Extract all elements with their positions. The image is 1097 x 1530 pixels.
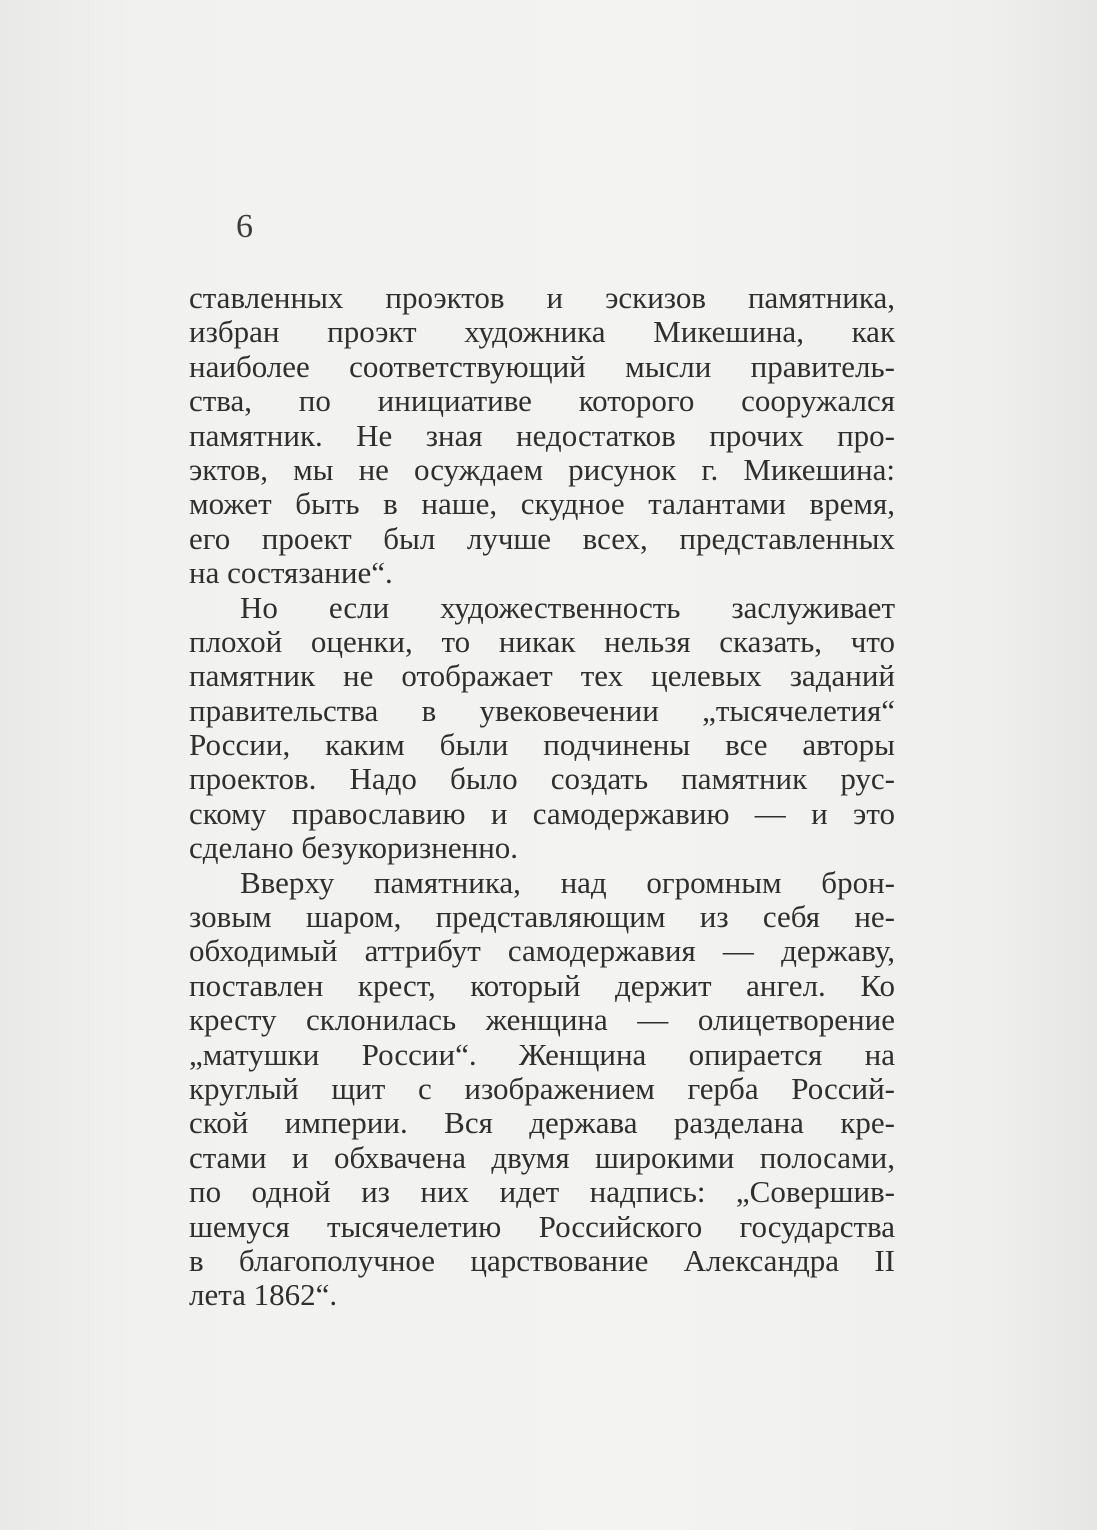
text-line: проектов. Надо было создать памятник рус- (189, 761, 895, 797)
text-line: эктов, мы не осуждаем рисунок г. Микешина: (189, 451, 895, 487)
text-line: поставлен крест, который держит ангел. Ко (189, 967, 895, 1003)
text-line: на состязание“. (189, 555, 393, 591)
text-line: ставленных проэктов и эскизов памятника, (189, 280, 895, 315)
text-line: Вверху памятника, над огромным брон- (240, 864, 895, 900)
text-line: памятник не отображает тех целевых заданий (189, 658, 895, 694)
text-line: круглый щит с изображением герба Россий- (189, 1070, 895, 1106)
paragraph-3 (189, 866, 895, 1313)
text-line: зовым шаром, представляющим из себя не- (189, 899, 895, 935)
text-line: правительства в увековечении „тысячелетия“ (189, 692, 895, 728)
text-line: скому православию и самодержавию — и это (189, 795, 895, 831)
text-line: ства, по инициативе которого сооружался (189, 383, 895, 419)
text-line: обходимый аттрибут самодержавия — державу, (189, 933, 895, 969)
text-line: шемуся тысячелетию Российского государства (189, 1208, 895, 1244)
text-line: плохой оценки, то никак нельзя сказать, что (189, 623, 895, 659)
text-line: стами и обхвачена двумя широкими полосами, (189, 1139, 895, 1175)
text-line: ской империи. Вся держава разделана кре- (189, 1105, 895, 1141)
text-line: памятник. Не зная недостатков прочих про- (189, 417, 895, 453)
text-line: сделано безукоризненно. (189, 830, 519, 866)
text-line: может быть в наше, скудное талантами время, (189, 486, 895, 522)
text-line: его проект был лучше всех, представленных (189, 520, 895, 556)
paragraph-1 (189, 281, 895, 591)
text-line: по одной из них идет надпись: „Совершив- (189, 1174, 895, 1210)
text-line: России, каким были подчинены все авторы (189, 727, 895, 763)
text-line: избран проэкт художника Микешина, как (189, 314, 895, 350)
text-line: кресту склонилась женщина — олицетворение (189, 1002, 895, 1038)
page-number: 6 (236, 208, 253, 245)
text-line: в благополучное царствование Александра II (189, 1242, 895, 1278)
text-line: Но если художественность заслуживает (240, 589, 895, 625)
text-line: наиболее соответствующий мысли правитель- (189, 348, 895, 384)
paragraph-2 (189, 591, 895, 866)
text-line: лета 1862“. (189, 1277, 338, 1313)
body-text (189, 281, 895, 1313)
text-line: „матушки России“. Женщина опирается на (189, 1036, 895, 1072)
